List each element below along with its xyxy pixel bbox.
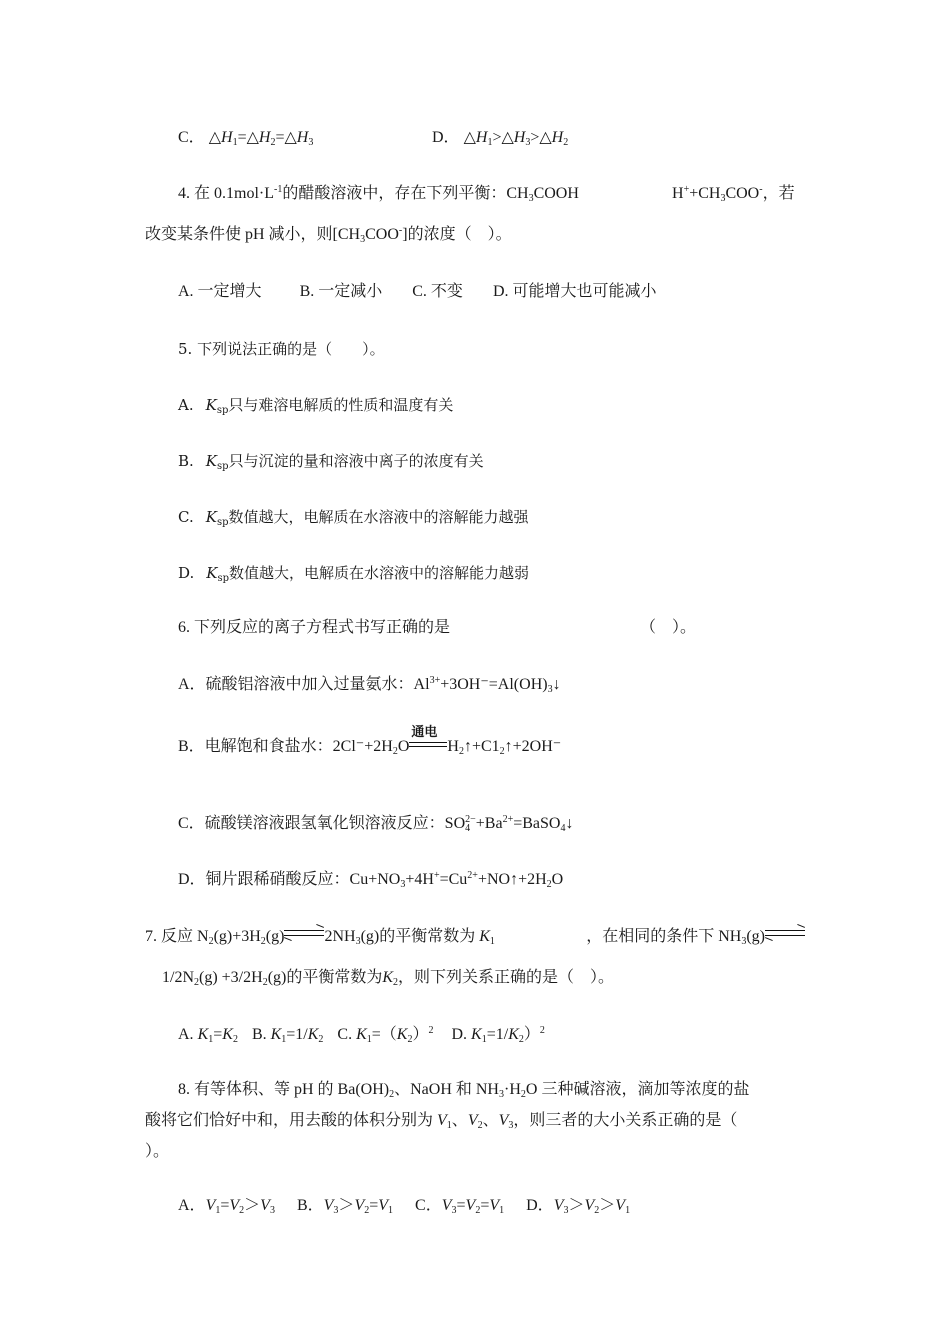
text: H (447, 738, 459, 755)
text: 的醋酸溶液中，存在下列平衡：CH (282, 185, 529, 202)
equilibrium-arrow (765, 927, 805, 939)
option-label: C. (178, 508, 194, 526)
sub: 2 (520, 1089, 526, 1100)
q7-stem-line2 (162, 968, 614, 988)
text: ） (412, 1026, 429, 1043)
text: ↓ (565, 815, 574, 832)
q7-stem-line1 (145, 927, 805, 947)
text: B．电解饱和食盐水：2Cl⁻+2H (178, 738, 393, 755)
text: ·H (504, 1081, 521, 1098)
text: D． (526, 1197, 554, 1214)
sup: 2 (428, 1025, 434, 1036)
text: 数值越大，电解质在水溶液中的溶解能力越强 (228, 508, 529, 526)
sup: -1 (274, 184, 283, 195)
v-symbol: V (437, 1112, 447, 1129)
sub: 2 (208, 936, 214, 947)
sub: 4 (560, 823, 566, 834)
ksp-symbol: K (205, 452, 218, 470)
q8-stem-line1 (178, 1080, 749, 1100)
sub: 1 (215, 1205, 221, 1216)
text: 8. 有等体积、等 pH 的 Ba(OH) (178, 1081, 390, 1098)
q4-option-d: D. 可能增大也可能减小 (492, 283, 657, 300)
q5-option-a (178, 395, 453, 415)
text: (g)的平衡常数为 (267, 969, 383, 986)
q3-option-c-expr: $\triangle H_1=\triangle H_2=\triangle H_3$ (208, 129, 314, 148)
sub: 1 (281, 1034, 287, 1045)
text: =（ (371, 1026, 397, 1043)
q4-options (178, 282, 657, 302)
v-symbol: V (584, 1197, 595, 1214)
text: 只与难溶电解质的性质和温度有关 (228, 396, 454, 414)
sub: 2 (389, 1089, 395, 1100)
text: ，则下列关系正确的是（ ）。 (398, 969, 615, 986)
sub: sp (217, 573, 230, 584)
sub: 3 (720, 193, 726, 204)
text: A. (178, 1026, 194, 1043)
text: 4. 在 0.1mol·L (178, 185, 274, 202)
v-symbol: V (354, 1197, 365, 1214)
sub: 3 (451, 1205, 457, 1216)
sub: 2 (594, 1205, 600, 1216)
sub: 2 (458, 746, 464, 757)
k-symbol: K (307, 1026, 319, 1043)
sub: 3 (528, 193, 534, 204)
sup: + (433, 870, 440, 881)
q4-option-c: C. 不变 (412, 283, 463, 300)
q7-option-d (451, 1026, 544, 1043)
sub: 2 (239, 1205, 245, 1216)
sub: 1 (489, 936, 495, 947)
sup: 2+ (502, 814, 514, 825)
text: ，在相同的条件下 NH (586, 928, 742, 945)
text: (g)+3H (213, 928, 261, 945)
k-symbol: K (222, 1026, 233, 1043)
text: C．硫酸镁溶液跟氢氧化钡溶液反应：SO (178, 815, 466, 832)
sub: 3 (355, 936, 361, 947)
option-label: C． (178, 129, 205, 146)
q7-option-c (337, 1026, 433, 1043)
sub: sp (217, 461, 229, 472)
q4-stem-right (672, 184, 795, 204)
q6-option-d (178, 870, 563, 890)
v-symbol: V (441, 1197, 452, 1214)
condition-label: 通电 (411, 725, 438, 740)
q3-option-d-expr: $\triangle H_1>\triangle H_3>\triangle H_2$ (463, 129, 569, 148)
q4-stem (178, 184, 579, 204)
q8-option-b (297, 1197, 393, 1214)
k-symbol: K (479, 928, 490, 945)
text: COO (725, 185, 760, 202)
text: +NO↑+2H (477, 871, 547, 888)
text: 、NaOH 和 NH (394, 1081, 499, 1098)
v-symbol: V (489, 1197, 500, 1214)
sup: - (398, 225, 403, 236)
q8-option-d (526, 1197, 630, 1214)
text: 7. 反应 N (145, 928, 209, 945)
q8-stem-line3: ）。 (145, 1143, 170, 1160)
text: ＞ (568, 1197, 585, 1214)
text: D．铜片跟稀硝酸反应：Cu+NO (178, 871, 401, 888)
v-symbol: V (205, 1197, 216, 1214)
text: 、 (482, 1112, 499, 1129)
k-symbol: K (382, 969, 394, 986)
sub: 4 (465, 823, 471, 834)
q6-bracket: （ ）。 (640, 619, 697, 636)
q4-stem-line2 (145, 225, 512, 245)
sub: 1 (481, 1034, 487, 1045)
v-symbol: V (615, 1197, 626, 1214)
text: +3OH⁻=Al(OH) (440, 676, 548, 693)
sub: 1 (446, 1120, 452, 1131)
sub: 1 (625, 1205, 631, 1216)
text: = (456, 1197, 466, 1214)
text: ＞ (338, 1197, 355, 1214)
text: ↑+2OH⁻ (504, 738, 562, 755)
text: ＞ (599, 1197, 616, 1214)
sub: 2 (232, 1034, 238, 1045)
text: ） (523, 1026, 540, 1043)
sub: 3 (360, 234, 366, 245)
v-symbol: V (498, 1112, 509, 1129)
text: +Ba (475, 815, 503, 832)
sup: 2 (539, 1025, 545, 1036)
v-symbol: V (323, 1197, 334, 1214)
ksp-symbol: K (205, 508, 217, 526)
text: 、 (451, 1112, 468, 1129)
text: O 三种碱溶液，滴加等浓度的盐 (525, 1081, 750, 1098)
text: COO (365, 226, 399, 243)
k-symbol: K (197, 1026, 209, 1043)
q5-option-b (178, 451, 484, 471)
k-symbol: K (471, 1026, 482, 1043)
sub: 1 (388, 1205, 394, 1216)
sup: - (759, 184, 763, 195)
q6-option-a (178, 675, 561, 695)
q5-option-d (178, 563, 529, 583)
v-symbol: V (467, 1112, 478, 1129)
sub: 2 (318, 1034, 324, 1045)
sub: 3 (499, 1089, 504, 1100)
q4-option-a: A. 一定增大 (178, 283, 262, 300)
text: ＞ (244, 1197, 261, 1214)
v-symbol: V (229, 1197, 240, 1214)
k-symbol: K (396, 1026, 408, 1043)
sub: 1 (208, 1034, 214, 1045)
text: B． (296, 1197, 324, 1214)
text: = (369, 1197, 379, 1214)
option-label: B. (178, 452, 194, 470)
sup: 3+ (429, 675, 441, 686)
q8-stem-line2 (145, 1111, 737, 1131)
k-symbol: K (356, 1026, 367, 1043)
k-symbol: K (270, 1026, 282, 1043)
q7-condition (586, 927, 805, 947)
text: (g) (746, 928, 765, 945)
q6-stem: 6. 下列反应的离子方程式书写正确的是 (178, 619, 451, 636)
sub: 3 (269, 1205, 275, 1216)
text: A． (178, 1197, 206, 1214)
sub: sp (216, 405, 229, 416)
text: =1/ (286, 1026, 308, 1043)
ksp-symbol: K (206, 564, 218, 582)
sub: 1 (366, 1034, 372, 1045)
sub: sp (216, 517, 229, 528)
q5-stem: 5. 下列说法正确的是（ ）。 (178, 340, 385, 358)
sub: 3 (547, 684, 553, 695)
text: C. (337, 1026, 353, 1043)
text: O (551, 871, 564, 888)
text: H (672, 185, 684, 202)
q6-option-b (178, 725, 562, 757)
text: 1/2N (162, 969, 194, 986)
text: COOH (533, 185, 579, 202)
sub: 2 (518, 1034, 524, 1045)
ksp-symbol: K (205, 396, 217, 414)
text: = (213, 1026, 223, 1043)
text: =BaSO (513, 815, 561, 832)
text: B. (251, 1026, 267, 1043)
q7-reaction (145, 927, 495, 947)
sub: 2 (392, 746, 398, 757)
equilibrium-arrow (284, 927, 324, 939)
q7-options (178, 1025, 545, 1045)
v-symbol: V (465, 1197, 476, 1214)
text: (g) +3/2H (199, 969, 263, 986)
q4-option-b: B. 一定减小 (299, 283, 383, 300)
sub: 2 (364, 1205, 370, 1216)
sub: 2 (475, 1205, 481, 1216)
option-label: A. (178, 396, 194, 414)
sub: 3 (333, 1205, 339, 1216)
q5-option-c (178, 507, 529, 527)
sub: 3 (741, 936, 747, 947)
v-symbol: V (378, 1197, 389, 1214)
text: = (220, 1197, 230, 1214)
sup: + (683, 184, 690, 195)
text: +4H (405, 871, 434, 888)
text: =1/ (486, 1026, 509, 1043)
v-symbol: V (553, 1197, 564, 1214)
text: O (397, 738, 410, 755)
text: 改变某条件使 pH 减小，则[CH (145, 226, 361, 243)
text: +CH (689, 185, 721, 202)
q8-option-c (415, 1197, 504, 1214)
text: ↑+C1 (463, 738, 500, 755)
sub: 2 (393, 977, 399, 988)
q6-option-c (178, 814, 573, 834)
text: 酸将它们恰好中和，用去酸的体积分别为 (145, 1112, 434, 1129)
q8-option-a (178, 1197, 275, 1214)
k-symbol: K (508, 1026, 519, 1043)
option-label: D. (178, 564, 195, 582)
sub: 3 (563, 1205, 569, 1216)
text: A．硫酸铝溶液中加入过量氨水：Al (178, 676, 430, 693)
text: (g)的平衡常数为 (360, 928, 476, 945)
q3-option-d (432, 128, 568, 148)
text: =Cu (439, 871, 468, 888)
v-symbol: V (260, 1197, 270, 1214)
text: 只与沉淀的量和溶液中离子的浓度有关 (228, 452, 484, 470)
sub: 2 (546, 879, 552, 890)
text: = (480, 1197, 490, 1214)
electrolysis-equals-sign (409, 725, 447, 750)
sub: 3 (400, 879, 406, 890)
sub: 2 (194, 977, 199, 988)
sub: 2 (499, 746, 505, 757)
sub: 3 (508, 1120, 514, 1131)
q7-option-b (252, 1026, 323, 1043)
sup: 2+ (467, 870, 478, 881)
option-label: D． (432, 129, 460, 146)
sub: 2 (262, 977, 268, 988)
sub: 1 (499, 1205, 505, 1216)
q8-options (178, 1196, 630, 1216)
sub: 2 (477, 1120, 483, 1131)
text: ]的浓度（ ）。 (402, 226, 512, 243)
text: ，若 (762, 185, 795, 202)
q7-option-a (178, 1026, 238, 1043)
text: (g) (265, 928, 285, 945)
text: ，则三者的大小关系正确的是（ (513, 1112, 738, 1129)
sup: 2− (465, 814, 476, 825)
text: C． (415, 1197, 442, 1214)
sub: 2 (407, 1034, 413, 1045)
text: ↓ (552, 676, 561, 693)
sub: 2 (260, 936, 266, 947)
text: 2NH (324, 928, 356, 945)
text: D. (451, 1026, 468, 1043)
q3-option-c (178, 128, 313, 148)
text: 数值越大，电解质在水溶液中的溶解能力越弱 (229, 564, 530, 582)
